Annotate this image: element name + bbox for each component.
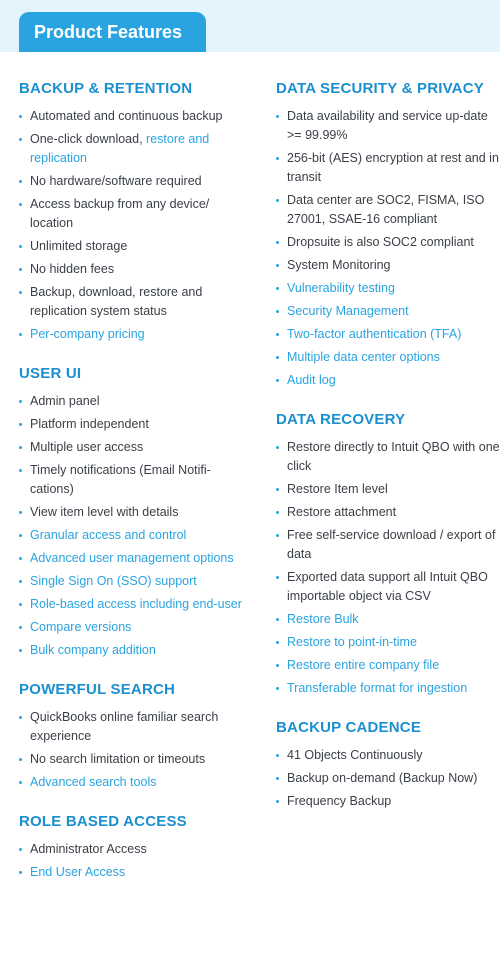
feature-item (276, 371, 500, 390)
feature-list (19, 840, 244, 882)
feature-text-highlight: Security Management (287, 304, 409, 318)
feature-item (19, 863, 244, 882)
feature-item (276, 679, 500, 698)
feature-item (276, 503, 500, 522)
feature-text: System Monitoring (287, 258, 391, 272)
feature-item (276, 107, 500, 145)
feature-text-highlight: Restore entire company file (287, 658, 440, 672)
feature-text: Backup, download, restore and replication system status (30, 285, 203, 318)
feature-item (276, 568, 500, 606)
feature-text-highlight: Bulk company addition (30, 643, 156, 657)
feature-text-highlight: restore and replication (30, 132, 210, 165)
feature-text-highlight: End User Access (30, 865, 126, 879)
feature-list (19, 392, 244, 660)
feature-item (19, 708, 244, 746)
feature-item (276, 325, 500, 344)
feature-item (19, 595, 244, 614)
feature-text-highlight: Vulnerability testing (287, 281, 395, 295)
feature-text: Frequency Backup (287, 794, 392, 808)
feature-text: One-click download, (30, 132, 147, 146)
feature-item (276, 191, 500, 229)
feature-text: Restore Item level (287, 482, 388, 496)
feature-list (276, 107, 500, 390)
feature-text-highlight: Two-factor authentication (TFA) (287, 327, 462, 341)
feature-text: Administrator Access (30, 842, 147, 856)
feature-item (19, 283, 244, 321)
section-powerful-search (19, 681, 244, 792)
feature-text: Timely notifications (Email Notifi-cations) (30, 463, 211, 496)
feature-text: 256-bit (AES) encryption at rest and in transit (287, 151, 499, 184)
feature-item (19, 195, 244, 233)
feature-list (19, 107, 244, 344)
feature-text-highlight: Transferable format for ingestion (287, 681, 468, 695)
feature-item (19, 172, 244, 191)
section-title: ROLE BASED ACCESS (19, 813, 187, 830)
feature-text: Exported data support all Intuit QBO importable object via CSV (287, 570, 488, 603)
feature-text: Access backup from any device/ location (30, 197, 210, 230)
feature-item (19, 325, 244, 344)
feature-item (19, 415, 244, 434)
feature-item (19, 549, 244, 568)
section-title: BACKUP & RETENTION (19, 80, 193, 97)
feature-item (19, 572, 244, 591)
feature-item (19, 130, 244, 168)
section-data-recovery (276, 411, 500, 698)
section-backup-cadence (276, 719, 500, 811)
feature-item (276, 233, 500, 252)
feature-text-highlight: Restore to point-in-time (287, 635, 417, 649)
section-title: POWERFUL SEARCH (19, 681, 176, 698)
feature-text: Data availability and service up-date >= 99.99% (287, 109, 488, 142)
feature-text-highlight: Multiple data center options (287, 350, 440, 364)
feature-item (19, 107, 244, 126)
right-column (276, 80, 500, 832)
feature-item (19, 618, 244, 637)
feature-text: Multiple user access (30, 440, 144, 454)
feature-text-highlight: Advanced user management options (30, 551, 234, 565)
feature-text-highlight: Granular access and control (30, 528, 187, 542)
feature-item (276, 792, 500, 811)
feature-item (276, 149, 500, 187)
feature-item (276, 279, 500, 298)
feature-item (19, 392, 244, 411)
feature-text: Automated and continuous backup (30, 109, 223, 123)
feature-item (19, 641, 244, 660)
feature-text: No hidden fees (30, 262, 115, 276)
section-title: DATA SECURITY & PRIVACY (276, 80, 484, 97)
left-column (19, 80, 244, 903)
feature-text: 41 Objects Continuously (287, 748, 423, 762)
feature-text: View item level with details (30, 505, 179, 519)
feature-item (276, 348, 500, 367)
section-backup-and-retention (19, 80, 244, 344)
feature-item (276, 256, 500, 275)
feature-item (276, 746, 500, 765)
feature-text-highlight: Single Sign On (SSO) support (30, 574, 197, 588)
feature-text: Platform independent (30, 417, 149, 431)
feature-text: Restore attachment (287, 505, 397, 519)
section-title: USER UI (19, 365, 82, 382)
feature-item (19, 526, 244, 545)
feature-text: Admin panel (30, 394, 100, 408)
feature-text: Restore directly to Intuit QBO with one click (287, 440, 500, 473)
feature-text: Unlimited storage (30, 239, 128, 253)
section-data-security-and-privacy (276, 80, 500, 390)
feature-item (276, 302, 500, 321)
feature-text-highlight: Audit log (287, 373, 336, 387)
feature-item (276, 610, 500, 629)
feature-text-highlight: Advanced search tools (30, 775, 157, 789)
feature-item (276, 438, 500, 476)
feature-item (276, 769, 500, 788)
feature-text-highlight: Restore Bulk (287, 612, 359, 626)
feature-text: Backup on-demand (Backup Now) (287, 771, 478, 785)
feature-text: Free self-service download / export of data (287, 528, 496, 561)
feature-text: Dropsuite is also SOC2 compliant (287, 235, 474, 249)
feature-item (19, 237, 244, 256)
feature-item (276, 480, 500, 499)
feature-item (276, 633, 500, 652)
feature-item (19, 461, 244, 499)
feature-item (276, 656, 500, 675)
page-title (19, 12, 206, 52)
feature-list (276, 438, 500, 698)
feature-text-highlight: Compare versions (30, 620, 132, 634)
feature-text: No hardware/software required (30, 174, 202, 188)
feature-text-highlight: Per-company pricing (30, 327, 145, 341)
feature-item (19, 773, 244, 792)
section-user-ui (19, 365, 244, 660)
feature-item (19, 840, 244, 859)
feature-list (19, 708, 244, 792)
page-title-text: Product Features (34, 21, 183, 42)
section-role-based-access (19, 813, 244, 882)
section-title: DATA RECOVERY (276, 411, 406, 428)
feature-item (19, 438, 244, 457)
feature-text-highlight: Role-based access including end-user (30, 597, 242, 611)
feature-text: QuickBooks online familiar search experience (30, 710, 219, 743)
feature-text: Data center are SOC2, FISMA, ISO 27001, SSAE-16 compliant (287, 193, 485, 226)
feature-list (276, 746, 500, 811)
feature-item (276, 526, 500, 564)
feature-item (19, 260, 244, 279)
section-title: BACKUP CADENCE (276, 719, 422, 736)
feature-text: No search limitation or timeouts (30, 752, 206, 766)
feature-item (19, 503, 244, 522)
feature-item (19, 750, 244, 769)
